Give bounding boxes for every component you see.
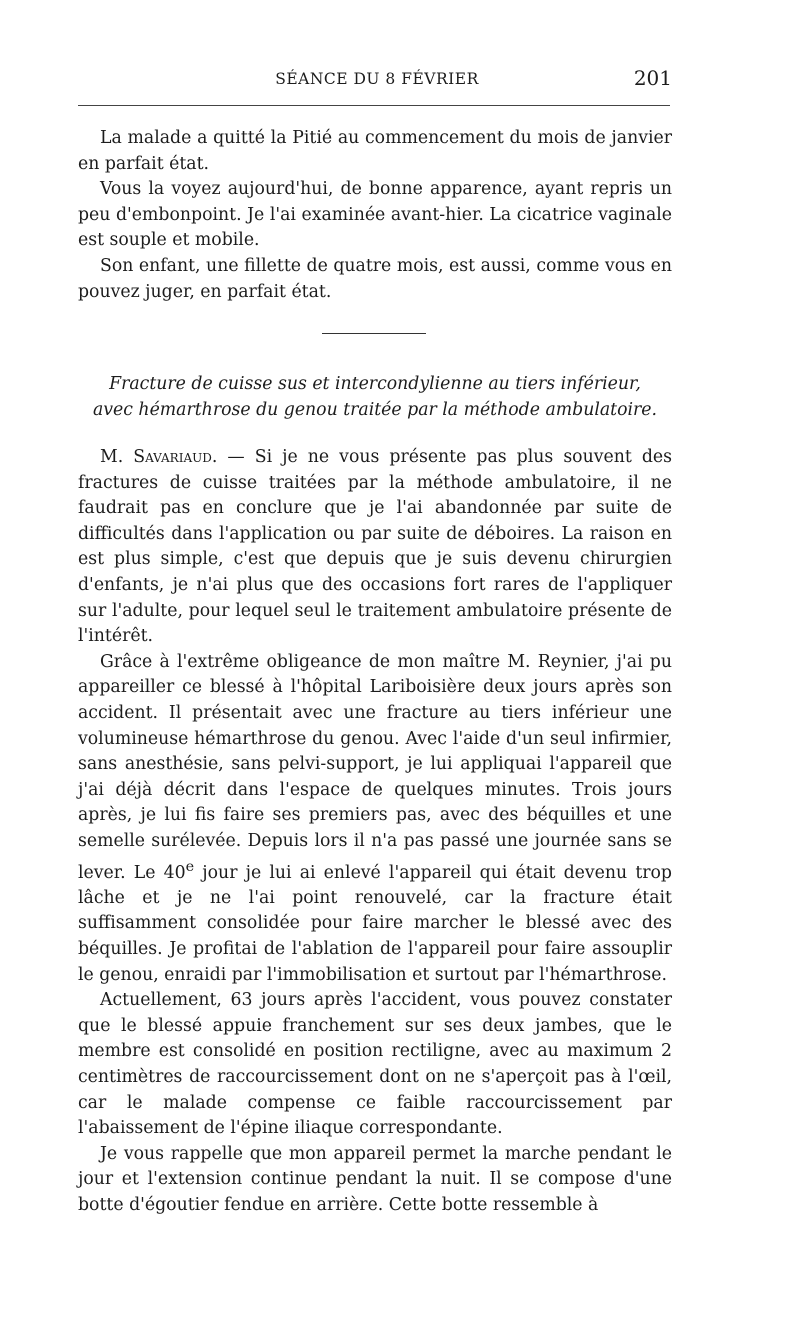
paragraph-text: jour je lui ai enlevé l'appareil qui était devenu trop lâche et je ne l'ai point renouvelé, car la fracture était suffisamment consolidée pour faire marcher le blessé avec des béquilles. Je profitai de l'ablation de l'appareil pour faire assouplir le genou, enraidi par l'immobilisation et surtout par l'hémarthrose. (78, 862, 672, 985)
intro-text (78, 126, 672, 305)
article-body (78, 445, 672, 1219)
paragraph-text: Grâce à l'extrême obligeance de mon maître M. Reynier, j'ai pu appareiller ce blessé à l'hôpital Lariboisière deux jours après son accident. Il présentait avec une fracture au tiers inférieur une volumineuse hémarthrose du genou. Avec l'aide d'un seul infirmier, sans anesthésie, sans pelvi-support, je lui appliquai l'appareil que j'ai déjà décrit dans l'espace de quelques minutes. Trois jours après, je lui fis faire ses premiers pas, avec des béquilles et une semelle surélevée. Depuis lors il n'a pas passé une journée sans se lever. Le 40 (78, 651, 672, 883)
article-title (78, 372, 672, 423)
paragraph (78, 445, 672, 650)
paragraph: La malade a quitté la Pitié au commencement du mois de janvier en parfait état. (78, 128, 672, 174)
header-rule (78, 105, 670, 106)
paragraph (78, 650, 672, 988)
paragraph: Vous la voyez aujourd'hui, de bonne apparence, ayant repris un peu d'embonpoint. Je l'ai examinée avant-hier. La cicatrice vaginale est souple et mobile. (78, 179, 672, 251)
speaker-name: M. Savariaud. (100, 447, 218, 467)
paragraph: Son enfant, une fillette de quatre mois, est aussi, comme vous en pouvez juger, en parfait état. (78, 255, 672, 302)
paragraph: Actuellement, 63 jours après l'accident, vous pouvez constater que le blessé appuie franchement sur ses deux jambes, que le membre est consolidé en position rectiligne, avec au maximum 2 centimètres de raccourcissement dont on ne s'aperçoit pas à l'œil, car le malade compense ce faible raccourcissement par l'abaissement de l'épine iliaque correspondante. (78, 990, 672, 1139)
running-head: SÉANCE DU 8 FÉVRIER (275, 70, 479, 88)
title-line-2: avec hémarthrose du genou traitée par la méthode ambulatoire. (92, 399, 658, 420)
section-separator (322, 333, 426, 334)
ordinal-superscript: e (185, 858, 195, 875)
paragraph: Je vous rappelle que mon appareil permet la marche pendant le jour et l'extension continue pendant la nuit. Il se compose d'une botte d'égoutier fendue en arrière. Cette botte ressemble à (78, 1143, 672, 1215)
paragraph-text: — Si je ne vous présente pas plus souvent des fractures de cuisse traitées par la méthode ambulatoire, il ne faudrait pas en conclure que je l'ai abandonnée par suite de difficultés dans l'application ou par suite de déboires. La raison en est plus simple, c'est que depuis que je suis devenu chirurgien d'enfants, je n'ai plus que des occasions fort rares de l'appliquer sur l'adulte, pour lequel seul le traitement ambulatoire présente de l'intérêt. (78, 447, 672, 647)
page-number: 201 (633, 66, 672, 90)
page-header (78, 66, 676, 100)
title-line-1: Fracture de cuisse sus et intercondylienne au tiers inférieur, (109, 374, 641, 394)
